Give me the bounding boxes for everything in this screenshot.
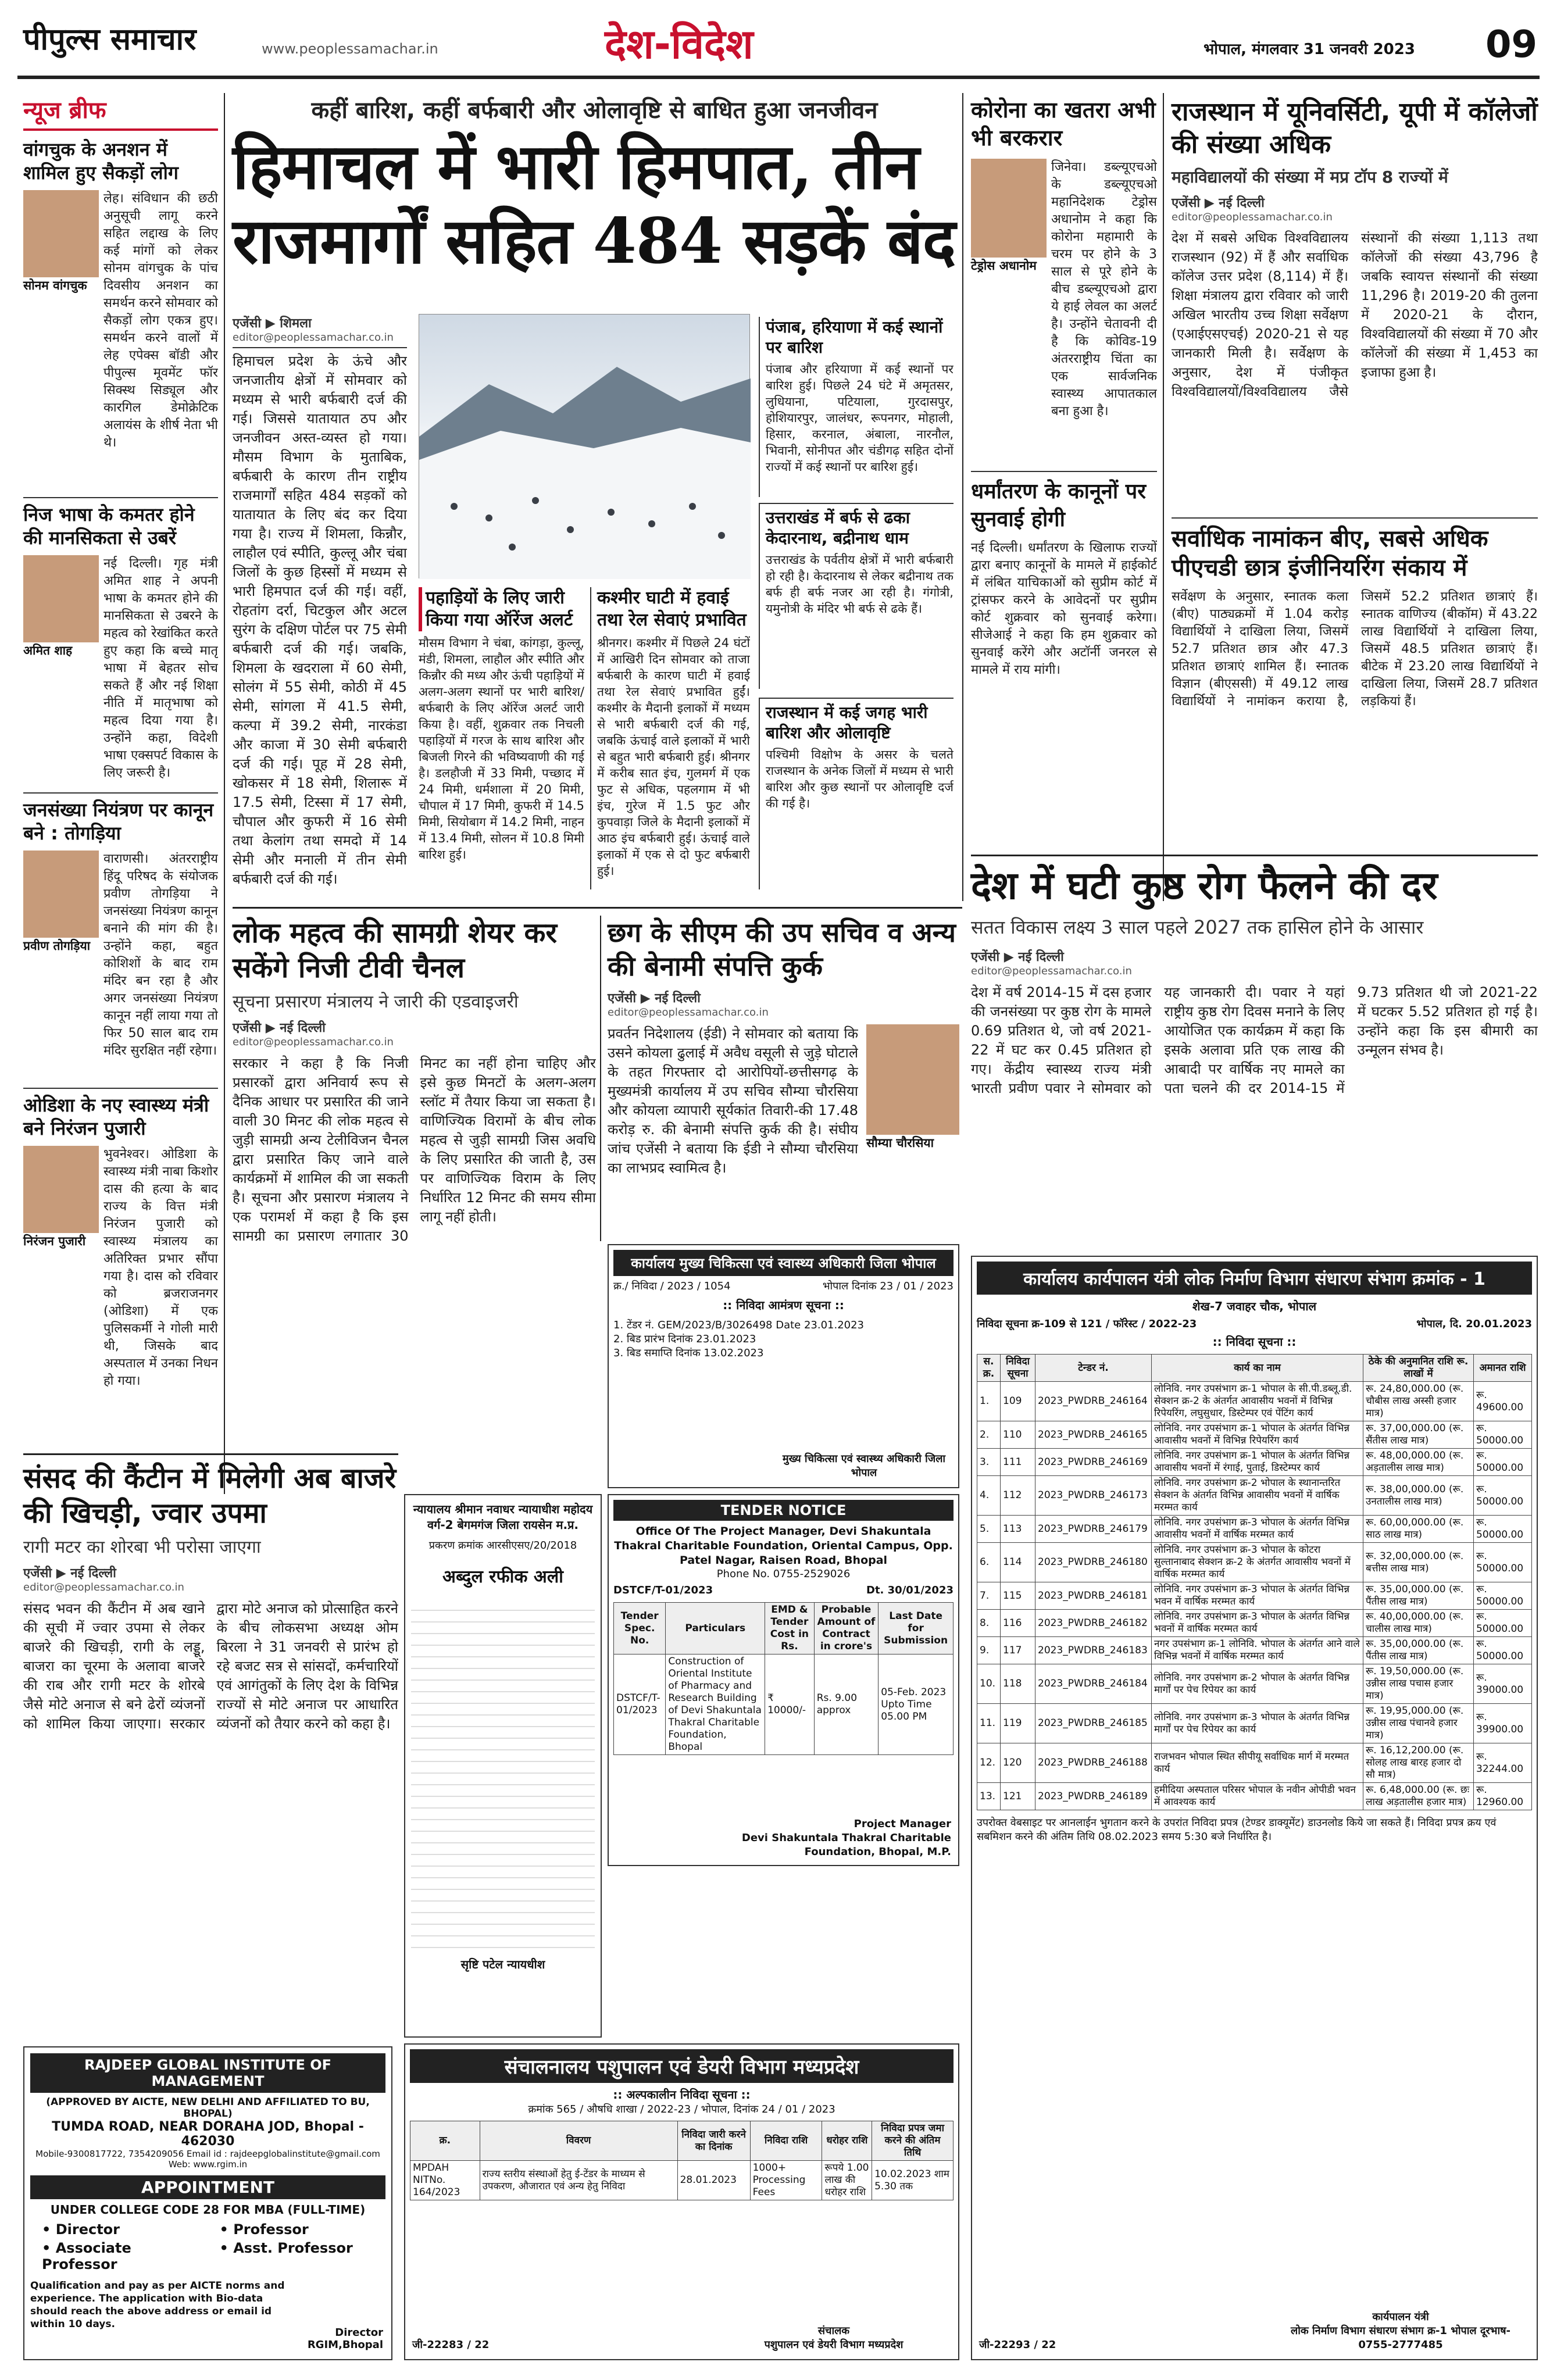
brief-item — [23, 792, 218, 1083]
ad-item: 1. टेंडर नं. GEM/2023/B/3026498 Date 23.01.2023 — [613, 1319, 865, 1331]
table-header: अमानत राशि — [1474, 1355, 1532, 1382]
table-row — [977, 1637, 1532, 1664]
sidebar-box-kashmir — [590, 587, 750, 889]
byline-email: editor@peoplessamachar.co.in — [608, 1006, 769, 1019]
table-cell: 6. — [977, 1543, 1001, 1582]
byline-agency: एजेंसी ▶ नई दिल्ली — [608, 991, 701, 1006]
brief-body: भुवनेश्वर। ओडिशा के स्वास्थ्य मंत्री नाबा किशोर दास की हत्या के बाद राज्य के वित्त मंत्री निरंजन पुजारी को स्वास्थ्य मंत्रालय का अतिरिक्त प्रभार सौंपा गया है। दास को रविवार को ब्रजराजनगर (ओडिशा) में एक पुलिसकर्मी ने गोली मारी थी, जिसके बाद अस्पताल में उनका निधन हो गया। — [103, 1147, 218, 1388]
table-cell: रू. 39000.00 — [1474, 1664, 1532, 1704]
table-cell: 2023_PWDRB_246164 — [1035, 1382, 1152, 1421]
byline-email: editor@peoplessamachar.co.in — [233, 1036, 394, 1048]
table-cell: 119 — [1001, 1704, 1035, 1743]
ad-phone: Phone No. 0755-2529026 — [716, 1568, 851, 1580]
photo-caption: टेड्रोस अधानोम — [971, 259, 1037, 273]
table-cell: 112 — [1001, 1476, 1035, 1516]
pashupalan-tender-ad — [404, 2043, 959, 2360]
table-cell: रू. 32244.00 — [1474, 1743, 1532, 1783]
table-cell: 120 — [1001, 1743, 1035, 1783]
table-row — [977, 1704, 1532, 1743]
table-header: Last Date for Submission — [879, 1603, 954, 1654]
story-body: हिमाचल प्रदेश के ऊंचे और जनजातीय क्षेत्रों में सोमवार को मध्यम से भारी बर्फबारी दर्ज की गई। जिससे यातायात ठप और जनजीवन अस्त-व्यस्त हो गया। मौसम विभाग के मुताबिक, बर्फबारी के कारण तीन राष्ट्रीय राजमार्गों सहित 484 सड़कों को यातायात के लिए बंद कर दिया गया है। राज्य में शिमला, किन्नौर, लाहौल एवं स्पीति, कुल्लू और चंबा जिलों के कुछ हिस्सों में मध्यम से भारी हिमपात दर्ज की गई। वहीं, रोहतांग दर्रा, चिटकुल और अटल सुरंग के दक्षिण पोर्टल पर 75 सेमी बर्फबारी दर्ज की गई। जबकि, शिमला के खदराला में 60 सेमी, सोलंग में 55 सेमी, कोठी में 45 सेमी, सांगला में 41.5 सेमी, कल्पा में 39.2 सेमी, नारकंडा और काजा में 30 सेमी बर्फबारी दर्ज की गई। पूह में 28 सेमी, खोकसर में 18 सेमी, शिलारू में 17.5 सेमी, टिस्सा में 17 सेमी, चौपाल और कुफरी में 16 सेमी तथा केलांग तथा समदो में 14 सेमी और मनाली में तीन सेमी बर्फबारी दर्ज की गई। — [233, 353, 407, 887]
table-cell: 2023_PWDRB_246182 — [1035, 1610, 1152, 1637]
ad-contact: Mobile-9300817722, 7354209056 Email id : rajdeepglobalinstitute@gmail.com — [35, 2149, 380, 2159]
table-cell: 10.02.2023 शाम 5.30 तक — [872, 2161, 954, 2200]
ad-signoff: Director RGIM,Bhopal — [307, 2327, 383, 2351]
table-row — [977, 1421, 1532, 1449]
table-cell: 11. — [977, 1704, 1001, 1743]
table-cell: राज्य स्तरीय संस्थाओं हेतु ई-टेंडर के माध्यम से उपकरण, औजारात एवं अन्य हेतु निविदा — [480, 2161, 677, 2200]
sidebar-box-uttarakhand — [759, 503, 954, 689]
snow-photo-illustration — [419, 315, 751, 579]
table-cell: 3. — [977, 1449, 1001, 1476]
table-row — [977, 1516, 1532, 1543]
table-row — [977, 1382, 1532, 1421]
photo-caption: प्रवीण तोगड़िया — [23, 939, 91, 953]
newspaper-logo — [23, 17, 267, 67]
table-cell: रूपये 1.00 लाख की धरोहर राशि — [822, 2161, 872, 2200]
person-photo — [23, 1146, 99, 1233]
table-header: EMD & Tender Cost in Rs. — [765, 1603, 815, 1654]
table-row — [977, 1664, 1532, 1704]
table-cell: रू. 38,00,000.00 (रू. उनतालीस लाख मात्र) — [1363, 1476, 1474, 1516]
table-row — [977, 1610, 1532, 1637]
ad-item: 2. बिड प्रारंभ दिनांक 23.01.2023 — [613, 1333, 756, 1345]
box-title: कश्मीर घाटी में हवाई तथा रेल सेवाएं प्रभावित — [597, 588, 747, 630]
brief-body: लेह। संविधान की छठी अनुसूची लागू करने सहित लद्दाख के लिए कई मांगों को लेकर सोनम वांगचुक के पांच दिवसीय अनशन का समर्थन करने सोमवार को सैकड़ों लोग एकत्र हुए। समर्थन करने वालों में लेह एपेक्स बॉडी और पीपुल्स मूवमेंट फॉर सिक्स्थ सिड्यूल और कारगिल डेमोक्रेटिक अलायंस के शीर्ष नेता भी थे। — [103, 191, 218, 450]
court-judge: सृष्टि पटेल न्यायधीश — [460, 1957, 545, 1971]
column-divider — [224, 93, 225, 1494]
table-cell: रू. 50000.00 — [1474, 1476, 1532, 1516]
table-header: स. क्र. — [977, 1355, 1001, 1382]
table-cell: 05-Feb. 2023 Upto Time 05.00 PM — [879, 1654, 954, 1755]
ad-office: Office Of The Project Manager, Devi Shakuntala Thakral Charitable Foundation, Oriental Campus, Opp. Patel Nagar, Raisen Road, Bhopal — [614, 1525, 953, 1567]
table-header: निविदा प्रपत्र जमा करने की अंतिम तिथि — [872, 2121, 954, 2161]
table-cell: लोनिवि. नगर उपसंभाग क्र-1 भोपाल के अंतर्गत विभिन्न आवासीय भवनों में विभिन्न रिपेयरिंग कार्य — [1152, 1421, 1363, 1449]
table-row — [614, 1654, 954, 1755]
post-item: • Director — [42, 2221, 120, 2238]
story-body: प्रवर्तन निदेशालय (ईडी) ने सोमवार को बताया कि उसने कोयला ढुलाई में अवैध वसूली से जुड़े घोटाले के तहत गिरफ्तार दो आरोपियों-छत्तीसगढ़ के मुख्यमंत्री कार्यालय में उप सचिव सौम्या चौरसिया और कोयला व्यापारी सूर्यकांत तिवारी-की 17.48 करोड़ रु. की बेनामी संपत्ति कुर्क की है। संघीय जांच एजेंसी ने बताया कि ईडी ने सौम्या चौरसिया का लाभप्रद स्वामित्व है। — [608, 1025, 858, 1176]
table-cell: ₹ 10000/- — [765, 1654, 815, 1755]
post-item: • Professor — [219, 2221, 309, 2238]
section-rule — [233, 907, 962, 909]
person-photo — [23, 555, 99, 642]
table-cell: 1000+ Processing Fees — [750, 2161, 822, 2200]
table-cell: 2023_PWDRB_246188 — [1035, 1743, 1152, 1783]
table-cell: रू. 40,00,000.00 (रू. चालीस लाख मात्र) — [1363, 1610, 1474, 1637]
table-cell: 121 — [1001, 1783, 1035, 1810]
table-row — [977, 1582, 1532, 1610]
table-header: निविदा जारी करने का दिनांक — [677, 2121, 750, 2161]
table-cell: 115 — [1001, 1582, 1035, 1610]
table-cell: रू. 50000.00 — [1474, 1543, 1532, 1582]
table-cell: रू. 49600.00 — [1474, 1382, 1532, 1421]
story-subhead: महाविद्यालयों की संख्या में मप्र टॉप 8 राज्यों में — [1172, 167, 1448, 187]
table-cell: 9. — [977, 1637, 1001, 1664]
table-row — [977, 1783, 1532, 1810]
table-cell: 2023_PWDRB_246185 — [1035, 1704, 1152, 1743]
section-title: देश-विदेश — [605, 20, 753, 68]
brief-item — [23, 497, 218, 788]
ad-notice: :: अल्पकालीन निविदा सूचना :: — [613, 2088, 751, 2102]
table-cell: रू. 60,00,000.00 (रू. साठ लाख मात्र) — [1363, 1516, 1474, 1543]
table-cell: 2023_PWDRB_246169 — [1035, 1449, 1152, 1476]
box-body: पंजाब और हरियाणा में कई स्थानों पर बारिश हुई। पिछले 24 घंटे में अमृतसर, लुधियाना, पटियाला, गुरदासपुर, होशियारपुर, जालंधर, रूपनगर, मोहाली, हिसार, करनाल, अंबाला, नारनौल, भिवानी, सोनीपत और चंडीगढ़ सहित दोनों राज्यों में कई स्थानों पर बारिश हुई। — [766, 362, 954, 474]
page-number: 09 — [1485, 23, 1538, 66]
story-headline: हिमाचल में भारी हिमपात, तीन राजमार्गों सहित 484 सड़कें बंद — [233, 130, 956, 278]
news-brief-column — [23, 93, 218, 1494]
table-row — [977, 1543, 1532, 1582]
table-cell: लोनिवि. नगर उपसंभाग क्र-3 भोपाल के अंतर्गत विभिन्न भवन में वार्षिक मरम्मत कार्य — [1152, 1582, 1363, 1610]
byline-email: editor@peoplessamachar.co.in — [23, 1581, 184, 1593]
table-header: धरोहर राशि — [822, 2121, 872, 2161]
table-cell: 7. — [977, 1582, 1001, 1610]
table-cell: रू. 39900.00 — [1474, 1704, 1532, 1743]
story-headline: संसद की कैंटीन में मिलेगी अब बाजरे की खिचड़ी, ज्वार उपमा — [23, 1462, 397, 1530]
table-cell: लोनिवि. नगर उपसंभाग क्र-2 भोपाल के अंतर्गत विभिन्न मार्गों पर पेच रिपेयर का कार्य — [1152, 1664, 1363, 1704]
table-cell: रू. 50000.00 — [1474, 1582, 1532, 1610]
ad-approved: (APPROVED BY AICTE, NEW DELHI AND AFFILIATED TO BU, BHOPAL) — [46, 2096, 370, 2120]
byline-agency: एजेंसी ▶ नई दिल्ली — [23, 1566, 116, 1581]
table-cell: 2023_PWDRB_246184 — [1035, 1664, 1152, 1704]
table-cell: 2023_PWDRB_246183 — [1035, 1637, 1152, 1664]
post-item: • Associate Professor — [42, 2240, 131, 2272]
byline-email: editor@peoplessamachar.co.in — [971, 965, 1132, 977]
box-title: राजस्थान में कई जगह भारी बारिश और ओलावृष्टि — [766, 703, 928, 742]
ad-ref: क्र./ निविदा / 2023 / 1054 — [613, 1280, 731, 1292]
story-subhead: सतत विकास लक्ष्य 3 साल पहले 2027 तक हासिल होने के आसार — [971, 916, 1424, 938]
ad-ref2: जी-22283 / 22 — [412, 2339, 490, 2351]
box-body: उत्तराखंड के पर्वतीय क्षेत्रों में भारी बर्फबारी हो रही है। केदारनाथ से लेकर बद्रीनाथ तक बर्फ ही बर्फ नजर आ रही है। गंगोत्री, यमुनोत्री के मंदिर भी बर्फ से ढके हैं। — [766, 553, 954, 616]
conversion-story — [971, 471, 1157, 901]
table-cell: लोनिवि. नगर उपसंभाग क्र-1 भोपाल के अंतर्गत विभिन्न आवासीय भवनों में रंगाई, पुताई, डिस्टेम्पर कार्य — [1152, 1449, 1363, 1476]
story-subhead: सूचना प्रसारण मंत्रालय ने जारी की एडवाइजरी — [233, 992, 519, 1012]
table-cell: 1. — [977, 1382, 1001, 1421]
box-body: पश्चिमी विक्षोभ के असर के चलते राजस्थान के अनेक जिलों में मध्यम से भारी बारिश और कुछ स्थानों पर ओलावृष्टि दर्ज की गई है। — [766, 748, 954, 810]
masthead — [0, 0, 1557, 81]
ad-title: कार्यालय मुख्य चिकित्सा एवं स्वास्थ्य अधिकारी जिला भोपाल — [613, 1250, 954, 1276]
table-cell: 116 — [1001, 1610, 1035, 1637]
ad-ref: क्रमांक 565 / औषधि शाखा / 2022-23 / भोपाल, दिनांक 24 / 01 / 2023 — [528, 2103, 835, 2115]
logo-text: पीपुल्स समाचार — [23, 22, 197, 57]
table-header: टेन्डर नं. — [1035, 1355, 1152, 1382]
table-cell: 118 — [1001, 1664, 1035, 1704]
table-cell: रू. 50000.00 — [1474, 1610, 1532, 1637]
brief-headline: जनसंख्या नियंत्रण पर कानून बने : तोगड़िया — [23, 799, 214, 844]
story-headline: देश में घटी कुष्ठ रोग फैलने की दर — [971, 863, 1438, 908]
table-row — [977, 1449, 1532, 1476]
table-cell: 2023_PWDRB_246180 — [1035, 1543, 1152, 1582]
table-cell: Rs. 9.00 approx — [814, 1654, 879, 1755]
website-url: www.peoplessamachar.in — [262, 41, 438, 57]
ad-date: भोपाल दिनांक 23 / 01 / 2023 — [822, 1280, 954, 1292]
table-cell: राजभवन भोपाल स्थित सीपीयू सर्वाधिक मार्ग में मरम्मत कार्य — [1152, 1743, 1363, 1783]
court-notice-ad — [404, 1494, 602, 2038]
story-body: जिनेवा। डब्ल्यूएचओ के डब्ल्यूएचओ महानिदेशक टेड्रोस अधानोम ने कहा कि कोरोना महामारी के चरम पर होने के 3 साल से पूरे होने के बीच डब्ल्यूएचओ द्वारा ये हाई लेवल का अलर्ट है। उन्होंने चेतावनी दी है कि कोविड-19 अंतरराष्ट्रीय चिंता का एक सार्वजनिक स्वास्थ्य आपातकाल बना हुआ है। — [1051, 160, 1157, 419]
ad-notice: :: निविदा सूचना :: — [1212, 1335, 1297, 1349]
story-body: देश में वर्ष 2014-15 में दस हजार की जनसंख्या पर कुष्ठ रोग के मामले 0.69 प्रतिशत थे, जो वर्ष 2021-22 में घट कर 0.45 प्रतिशत हो गए। केंद्रीय स्वास्थ्य राज्य मंत्री भारती प्रवीण पवार ने सोमवार को यह जानकारी दी। पवार ने यहां राष्ट्रीय कुष्ठ रोग दिवस मनाने के लिए आयोजित एक कार्यक्रम में कहा कि इसके अलावा प्रति एक लाख की आबादी पर वार्षिक नए मामले का पता चलने की दर 2014-15 में 9.73 प्रतिशत थी जो 2021-22 में घटकर 5.52 प्रतिशत हो गई है। उन्होंने कहा कि इस बीमारी का उन्मूलन संभव है। — [971, 984, 1538, 1096]
chhattisgarh-story — [608, 916, 959, 1241]
table-cell: रू. 50000.00 — [1474, 1637, 1532, 1664]
table-cell: 2023_PWDRB_246179 — [1035, 1516, 1152, 1543]
column-divider — [1163, 93, 1164, 901]
news-brief-title: न्यूज ब्रीफ — [23, 93, 218, 131]
pwd-tender-ad — [971, 1256, 1538, 2360]
table-cell: 2023_PWDRB_246189 — [1035, 1783, 1152, 1810]
photo-caption: निरंजन पुजारी — [23, 1234, 86, 1248]
ad-signoff: Project Manager Devi Shakuntala Thakral Charitable Foundation, Bhopal, M.P. — [741, 1818, 951, 1858]
story-headline: कोरोना का खतरा अभी भी बरकरार — [971, 97, 1156, 151]
brief-item — [23, 138, 218, 492]
story-body: संसद भवन की कैंटीन में अब खाने की सूची में ज्वार उपमा से लेकर बाजरे की खिचड़ी, रागी के लड्डू, बाजरा का चूरमा के अलावा बाजरे की राब और रागी मटर के शोरबे जैसे मोटे अनाज से बने ढेरों व्यंजनों को शामिल किया जाएगा। सरकार द्वारा मोटे अनाज को प्रोत्साहित करने के बीच लोकसभा अध्यक्ष ओम बिरला ने 31 जनवरी से प्रारंभ हो रहे बजट सत्र से सांसदों, कर्मचारियों एवं आगंतुकों के लिए देश के विभिन्न राज्यों से मोटे अनाज पर आधारित व्यंजनों को तैयार करने को कहा है। — [23, 1600, 398, 1732]
box-body: मौसम विभाग ने चंबा, कांगड़ा, कुल्लू, मंडी, शिमला, लाहौल और स्पीति और किन्नौर की मध्य और ऊंची पहाड़ियों में अलग-अलग स्थानों पर भारी बारिश/बर्फबारी के लिए ऑरेंज अलर्ट जारी किया है। वहीं, शुक्रवार तक निचली पहाड़ियों में गरज के साथ बारिश और बिजली गिरने की भविष्यवाणी की गई है। डलहौजी में 33 मिमी, पच्छाद में 24 मिमी, धर्मशाला में 20 मिमी, चौपाल में 17 मिमी, कुफरी में 14.5 मिमी, सियोबाग में 14.2 मिमी, नाहन में 13.4 मिमी, सोलन में 10.8 मिमी बारिश हुई। — [419, 636, 584, 862]
table-cell: 117 — [1001, 1637, 1035, 1664]
tender-table — [410, 2121, 954, 2200]
table-cell: रू. 6,48,000.00 (रू. छः लाख अड़तालीस हजार मात्र) — [1363, 1783, 1474, 1810]
box-title: पंजाब, हरियाणा में कई स्थानों पर बारिश — [766, 317, 943, 357]
person-photo — [971, 159, 1047, 258]
table-cell: लोनिवि. नगर उपसंभाग क्र-3 भोपाल के कोटरा सुल्तानाबाद सेक्शन क्र-2 के अंतर्गत आवासीय भवनों में वार्षिक मरम्मत कार्य — [1152, 1543, 1363, 1582]
ad-date: भोपाल, दि. 20.01.2023 — [1416, 1318, 1532, 1330]
ad-signoff: संचालक पशुपालन एवं डेयरी विभाग मध्यप्रदेश — [764, 2325, 904, 2351]
table-cell: रू. 50000.00 — [1474, 1421, 1532, 1449]
tender-table — [977, 1354, 1532, 1810]
table-cell: 10. — [977, 1664, 1001, 1704]
table-row — [977, 1743, 1532, 1783]
table-cell: रू. 24,80,000.00 (रू. चौबीस लाख अस्सी हजार मात्र) — [1363, 1382, 1474, 1421]
ad-signoff: कार्यपालन यंत्री लोक निर्माण विभाग संधारण संभाग क्र-1 भोपाल दूरभाष- 0755-2777485 — [1291, 2311, 1510, 2351]
story-headline: राजस्थान में यूनिवर्सिटी, यूपी में कॉलेजों की संख्या अधिक — [1172, 97, 1538, 159]
ad-title: RAJDEEP GLOBAL INSTITUTE OF MANAGEMENT — [30, 2053, 385, 2093]
rajdeep-institute-ad — [23, 2046, 392, 2360]
table-cell: 111 — [1001, 1449, 1035, 1476]
table-cell: हमीदिया अस्पताल परिसर भोपाल के नवीन ओपीडी भवन में आवश्यक कार्य — [1152, 1783, 1363, 1810]
corona-story — [971, 96, 1157, 468]
ad-note: Qualification and pay as per AICTE norms and experience. The application with Bio-data should reach the above address or email id within 10 days. — [30, 2280, 285, 2330]
court-text-lines — [411, 1599, 595, 1948]
himachal-story — [233, 93, 956, 901]
story-body: देश में सबसे अधिक विश्वविद्यालय राजस्थान (92) में हैं और सर्वाधिक कॉलेज उत्तर प्रदेश (8,114) में हैं। शिक्षा मंत्रालय द्वारा रविवार को जारी अखिल भारतीय उच्च शिक्षा सर्वेक्षण (एआईएसएचई) 2020-21 से यह जानकारी मिली है। सर्वेक्षण के अनुसार, देश में पंजीकृत विश्वविद्यालयों/विश्वविद्यालय जैसे संस्थानों की संख्या 1,113 तथा कॉलेजों की संख्या 43,796 है जबकि स्वायत्त संस्थानों की संख्या 11,296 है। 2019-20 की तुलना में 2020-21 के दौरान, विश्वविद्यालयों की संख्या में 70 और कॉलेजों की संख्या में 1,453 का इजाफा हुआ है। — [1172, 231, 1538, 399]
court-subtitle: वर्ग-2 बेगमगंज जिला रायसेन म.प्र. — [427, 1518, 579, 1532]
ad-address: शेख-7 जवाहर चौक, भोपाल — [1192, 1299, 1317, 1313]
story-body: नई दिल्ली। धर्मांतरण के खिलाफ राज्यों द्वारा बनाए कानूनों के मामले में हाईकोर्ट में लंबित याचिकाओं को सुप्रीम कोर्ट में ट्रांसफर करने के आवेदनों पर सुप्रीम कोर्ट शुक्रवार को सुनवाई करेगा। सीजेआई ने कहा कि हम शुक्रवार को सुनवाई करेंगे और अटॉर्नी जनरल से मामले में राय मांगी। — [971, 541, 1157, 677]
table-cell: 2. — [977, 1421, 1001, 1449]
table-cell: 2023_PWDRB_246181 — [1035, 1582, 1152, 1610]
table-cell: रू. 37,00,000.00 (रू. सैंतीस लाख मात्र) — [1363, 1421, 1474, 1449]
university-story — [1172, 96, 1538, 514]
table-row — [410, 2161, 954, 2200]
table-header-row — [977, 1355, 1532, 1382]
byline — [233, 314, 407, 348]
ad-item: 3. बिड समाप्ति दिनांक 13.02.2023 — [613, 1347, 764, 1359]
ad-title: TENDER NOTICE — [613, 1500, 954, 1521]
ad-notice: :: निविदा आमंत्रण सूचना :: — [723, 1298, 844, 1312]
table-cell: लोनिवि. नगर उपसंभाग क्र-3 भोपाल के अंतर्गत विभिन्न भवनों में वार्षिक मरम्मत कार्य — [1152, 1610, 1363, 1637]
photo-caption: सौम्या चौरसिया — [866, 1136, 934, 1150]
issue-date: भोपाल, मंगलवार 31 जनवरी 2023 — [1204, 41, 1415, 58]
table-cell: लोनिवि. नगर उपसंभाग क्र-3 भोपाल के अंतर्गत विभिन्न मार्गों पर पेच रिपेयर का कार्य — [1152, 1704, 1363, 1743]
table-cell: रू. 48,00,000.00 (रू. अड़तालीस लाख मात्र) — [1363, 1449, 1474, 1476]
table-cell: 28.01.2023 — [677, 2161, 750, 2200]
table-header: Probable Amount of Contract in crore's — [814, 1603, 879, 1654]
brief-body: वाराणसी। अंतरराष्ट्रीय हिंदू परिषद के संयोजक प्रवीण तोगड़िया ने जनसंख्या नियंत्रण कानून बनाने की मांग की है। उन्होंने कहा, बहुत कोशिशों के बाद राम मंदिर बन रहा है और अगर जनसंख्या नियंत्रण कानून नहीं लाया गया तो फिर 50 साल बाद राम मंदिर सुरक्षित नहीं रहेगा। — [103, 852, 218, 1058]
cmho-tender-ad — [608, 1244, 959, 1488]
ad-web: Web: www.rgim.in — [168, 2159, 248, 2170]
brief-body: नई दिल्ली। गृह मंत्री अमित शाह ने अपनी भाषा के कमतर होने की मानसिकता से उबरने के महत्व को रेखांकित करते हुए कहा कि बच्चे मातृ भाषा में बेहतर सोच सकते हैं और नई शिक्षा नीति में मातृभाषा को महत्व दिया गया है। उन्होंने कहा, विदेशी भाषा एक्सपर्ट विकास के लिए जरूरी है। — [103, 556, 218, 780]
byline-agency: एजेंसी ▶ नई दिल्ली — [971, 950, 1064, 964]
story-body: सरकार ने कहा है कि निजी प्रसारकों द्वारा अनिवार्य रूप से दैनिक आधार पर प्रसारित की जाने वाली 30 मिनट की लोक महत्व से जुड़ी सामग्री अन्य टेलीविजन चैनल द्वारा प्रसारित किए जाने वाले कार्यक्रमों में शामिल की जा सकती है। सूचना और प्रसारण मंत्रालय ने एक परामर्श में कहा है कि इस सामग्री का प्रसारण लगातार 30 मिनट का नहीं होना चाहिए और इसे कुछ मिनटों के अलग-अलग स्लॉट में तैयार किया जा सकता है। वाणिज्यिक विरामों के बीच लोक महत्व से जुड़ी सामग्री जिस अवधि के लिए प्रसारित की जाती है, उस पर वाणिज्यिक विराम के लिए निर्धारित 12 मिनट की समय सीमा लागू नहीं होती। — [233, 1055, 596, 1244]
ad-signoff: मुख्य चिकित्सा एवं स्वास्थ्य अधिकारी जिला भोपाल — [782, 1453, 946, 1479]
table-cell: 13. — [977, 1783, 1001, 1810]
table-cell: रू. 32,00,000.00 (रू. बत्तीस लाख मात्र) — [1363, 1543, 1474, 1582]
story-subhead: रागी मटर का शोरबा भी परोसा जाएगा — [23, 1537, 261, 1557]
byline-email: editor@peoplessamachar.co.in — [1172, 211, 1333, 223]
table-header: क्र. — [410, 2121, 480, 2161]
table-header-row — [410, 2121, 954, 2161]
brief-headline: ओडिशा के नए स्वास्थ्य मंत्री बने निरंजन पुजारी — [23, 1094, 209, 1139]
table-cell: रू. 35,00,000.00 (रू. पैंतीस लाख मात्र) — [1363, 1637, 1474, 1664]
box-body: श्रीनगर। कश्मीर में पिछले 24 घंटों में आखिरी दिन सोमवार को ताजा बर्फबारी के कारण घाटी में हवाई तथा रेल सेवाएं प्रभावित हुईं। कश्मीर के मैदानी इलाकों में मध्यम से भारी बर्फबारी दर्ज की गई, जबकि ऊंचाई वाले इलाकों में भारी से बहुत भारी बर्फबारी हुई। श्रीनगर में करीब सात इंच, गुलमर्ग में एक फुट से अधिक, पहलगाम में भी इंच, गुरेज में 1.5 फुट और कुपवाड़ा जिले के मैदानी इलाकों में आठ इंच बर्फबारी हुई। ऊंचाई वाले इलाकों में एक से दो फुट बर्फबारी हुई। — [597, 636, 750, 878]
photo-caption: सोनम वांगचुक — [23, 278, 87, 292]
table-cell: लोनिवि. नगर उपसंभाग क्र-1 भोपाल के सी.पी.डब्लू.डी. सेक्शन क्र-2 के अंतर्गत आवासीय भवनों में विभिन्न रिपेयरिंग, लघुसुधार, डिस्टेम्पर एवं पेंटिंग कार्य — [1152, 1382, 1363, 1421]
snow-scene-photo — [419, 314, 750, 578]
column-divider — [962, 93, 963, 901]
ad-footer: उपरोक्त वेबसाइट पर आनलाईन भुगतान करने के उपरांत निविदा प्रपत्र (टेण्डर डाक्यूमेंट) डाउनलोड किये जा सकते हैं। निविदा प्रपत्र क्रय एवं सबमिशन करने की अंतिम तिथि 08.02.2023 समय 5:30 बजे निर्धारित है। — [977, 1817, 1497, 1843]
story-headline: धर्मांतरण के कानूनों पर सुनवाई होगी — [971, 480, 1146, 531]
story-headline: सर्वाधिक नामांकन बीए, सबसे अधिक पीएचडी छात्र इंजीनियरिंग संकाय में — [1172, 526, 1488, 581]
sidebar-box-punjab — [759, 317, 954, 497]
table-header: कार्य का नाम — [1152, 1355, 1363, 1382]
table-cell: रू. 50000.00 — [1474, 1449, 1532, 1476]
table-cell: रू. 19,50,000.00 (रू. उन्नीस लाख पचास हजार मात्र) — [1363, 1664, 1474, 1704]
table-header: निविदा राशि — [750, 2121, 822, 2161]
table-cell: Construction of Oriental Institute of Pharmacy and Research Building of Devi Shakuntala Thakral Charitable Foundation, Bhopal — [666, 1654, 765, 1755]
ad-ref2: जी-22293 / 22 — [979, 2339, 1056, 2351]
byline-agency: एजेंसी ▶ नई दिल्ली — [233, 1021, 326, 1035]
court-case: प्रकरण क्रमांक आरसीएसए/20/2018 — [428, 1539, 577, 1552]
table-cell: रू. 50000.00 — [1474, 1516, 1532, 1543]
table-cell: रू. 16,12,200.00 (रू. सोलह लाख बारह हजार दो सौ मात्र) — [1363, 1743, 1474, 1783]
table-header: निविदा सूचना — [1001, 1355, 1035, 1382]
brief-item — [23, 1088, 218, 1413]
table-cell: 8. — [977, 1610, 1001, 1637]
table-cell: DSTCF/T-01/2023 — [614, 1654, 666, 1755]
ad-title: संचालनालय पशुपालन एवं डेयरी विभाग मध्यप्रदेश — [410, 2049, 954, 2083]
photo-caption: अमित शाह — [23, 644, 73, 657]
table-cell: 4. — [977, 1476, 1001, 1516]
person-photo — [23, 850, 99, 938]
table-cell: लोनिवि. नगर उपसंभाग क्र-2 भोपाल के स्थानान्तरित सेक्शन के अंतर्गत विभिन्न आवासीय भवनों में वार्षिक मरम्मत कार्य — [1152, 1476, 1363, 1516]
table-cell: 110 — [1001, 1421, 1035, 1449]
ad-ref: DSTCF/T-01/2023 — [613, 1584, 713, 1596]
table-row — [977, 1476, 1532, 1516]
table-cell: रू. 12960.00 — [1474, 1783, 1532, 1810]
person-photo — [23, 190, 99, 277]
story-kicker: कहीं बारिश, कहीं बर्फबारी और ओलावृष्टि से बाधित हुआ जनजीवन — [311, 97, 878, 124]
table-header: ठेके की अनुमानित राशि रू. लाखों में — [1363, 1355, 1474, 1382]
court-name: अब्दुल रफीक अली — [442, 1567, 563, 1587]
court-title: न्यायालय श्रीमान नवाधर न्यायाधीश महोदय — [413, 1502, 593, 1516]
tv-channel-story — [233, 916, 596, 1386]
brief-headline: वांगचुक के अनशन में शामिल हुए सैकड़ों लोग — [23, 138, 178, 184]
table-cell: 2023_PWDRB_246173 — [1035, 1476, 1152, 1516]
canteen-story — [23, 1453, 398, 2040]
ad-address: TUMDA ROAD, NEAR DORAHA JOD, Bhopal - 462030 — [52, 2120, 364, 2149]
table-header: विवरण — [480, 2121, 677, 2161]
byline-email: editor@peoplessamachar.co.in — [233, 331, 407, 348]
table-cell: 113 — [1001, 1516, 1035, 1543]
leprosy-story — [971, 855, 1538, 1250]
story-headline: छग के सीएम की उप सचिव व अन्य की बेनामी संपत्ति कुर्क — [608, 917, 956, 982]
ad-college-code: UNDER COLLEGE CODE 28 FOR MBA (FULL-TIME) — [50, 2203, 366, 2217]
story-body: सर्वेक्षण के अनुसार, स्नातक कला (बीए) पाठ्यक्रमों में 1.04 करोड़ विद्यार्थियों ने दाखिला लिया, जिसमें 52.7 प्रतिशत छात्र और 47.3 प्रतिशत छात्राएं शामिल हैं। स्नातक विज्ञान (बीएससी) में 49.12 लाख विद्यार्थियों ने नामांकन कराया है, जिसमें 52.2 प्रतिशत छात्राएं हैं। स्नातक वाणिज्य (बीकॉम) में 43.22 लाख विद्यार्थियों ने दाखिला लिया, जिसमें 48.5 प्रतिशत छात्राएं हैं। बीटेक में 23.20 लाख विद्यार्थियों ने दाखिला लिया, जिसमें 28.7 प्रतिशत लड़कियां हैं। — [1172, 589, 1538, 709]
ad-title: कार्यालय कार्यपालन यंत्री लोक निर्माण विभाग संधारण संभाग क्रमांक - 1 — [977, 1262, 1532, 1295]
ad-date: Dt. 30/01/2023 — [866, 1584, 954, 1596]
tender-table — [613, 1602, 954, 1755]
table-header: Tender Spec. No. — [614, 1603, 666, 1654]
byline-agency: एजेंसी ▶ नई दिल्ली — [1172, 196, 1265, 210]
table-cell: 2023_PWDRB_246165 — [1035, 1421, 1152, 1449]
masthead-rule — [17, 76, 1540, 79]
table-cell: 109 — [1001, 1382, 1035, 1421]
engineering-story — [1172, 517, 1538, 820]
tender-notice-ad — [608, 1494, 959, 1866]
table-cell: 5. — [977, 1516, 1001, 1543]
box-title: पहाड़ियों के लिए जारी किया गया ऑरेंज अलर्ट — [419, 587, 584, 631]
byline-agency: एजेंसी ▶ शिमला — [233, 316, 312, 331]
table-cell: MPDAH NITNo. 164/2023 — [410, 2161, 480, 2200]
post-item: • Asst. Professor — [219, 2240, 353, 2256]
table-cell: लोनिवि. नगर उपसंभाग क्र-3 भोपाल के अंतर्गत विभिन्न आवासीय भवनों में वार्षिक मरम्मत कार्य — [1152, 1516, 1363, 1543]
ad-appointment: APPOINTMENT — [30, 2175, 385, 2199]
table-cell: 114 — [1001, 1543, 1035, 1582]
table-header: Particulars — [666, 1603, 765, 1654]
story-headline: लोक महत्व की सामग्री शेयर कर सकेंगे निजी टीवी चैनल — [233, 917, 557, 984]
person-photo — [866, 1024, 959, 1135]
column-divider — [600, 916, 601, 1241]
sidebar-box-rajasthan — [759, 698, 954, 889]
table-cell: रू. 35,00,000.00 (रू. पैंतीस लाख मात्र) — [1363, 1582, 1474, 1610]
ad-ref: निविदा सूचना क्र-109 से 121 / फॉरेस्ट / 2022-23 — [977, 1318, 1197, 1330]
table-cell: रू. 19,95,000.00 (रू. उन्नीस लाख पंचानवे हजार मात्र) — [1363, 1704, 1474, 1743]
sidebar-box-orange-alert — [419, 587, 584, 889]
table-header-row — [614, 1603, 954, 1654]
table-cell: नगर उपसंभाग क्र-1 लोनिवि. भोपाल के अंतर्गत आने वाले विभिन्न भवनों में वार्षिक मरम्मत कार्य — [1152, 1637, 1363, 1664]
table-cell: 12. — [977, 1743, 1001, 1783]
box-title: उत्तराखंड में बर्फ से ढका केदारनाथ, बद्रीनाथ धाम — [766, 508, 910, 548]
brief-headline: निज भाषा के कमतर होने की मानसिकता से उबरें — [23, 503, 195, 549]
